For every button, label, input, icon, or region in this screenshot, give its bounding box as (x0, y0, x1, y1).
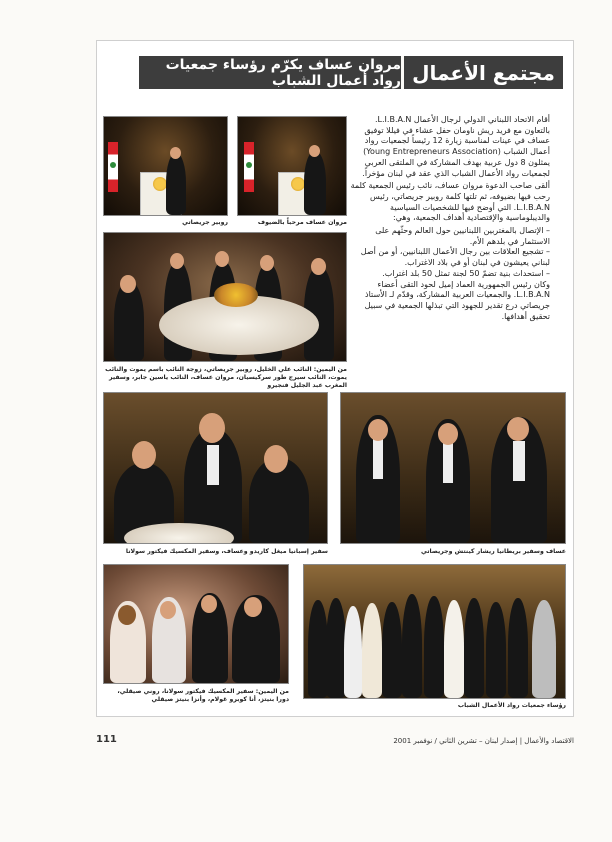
head (215, 251, 229, 267)
footer-text: الاقتصاد والأعمال | إصدار لبنان – تشرين الثاني / نوفمبر 2001 (393, 737, 574, 745)
page-number: 111 (96, 734, 117, 745)
photo-ambassadors-talk (103, 392, 328, 544)
group-member (326, 598, 346, 698)
head (438, 423, 458, 445)
article-paragraph-3: وكان رئيس الجمهورية العماد إميل لحود التقى أعضاء L.I.B.A.N. والجمعيات العربية المشاركة، وقدّم لـ الأستاذ جريصاتي درع تقدير للجهود التي تبذلها الجمعية في سبيل تحقيق أهدافها. (364, 279, 550, 321)
head (199, 413, 225, 443)
caption-1: روبير جريصاتي (182, 219, 228, 226)
speaker-figure (304, 151, 326, 215)
group-member (402, 594, 422, 698)
liban-logo-icon (153, 177, 167, 191)
flower-centerpiece (214, 283, 258, 307)
page-header (139, 56, 563, 89)
liban-logo-icon (291, 177, 305, 191)
head (160, 601, 176, 619)
shirt (443, 443, 453, 483)
photo-group-entrepreneurs (303, 564, 566, 699)
group-member (532, 600, 556, 698)
head (132, 441, 156, 469)
head (201, 595, 217, 613)
caption-7: رؤساء جمعيات رواد الأعمال الشباب (457, 702, 566, 709)
speaker-figure (166, 153, 186, 215)
group-member (486, 602, 506, 698)
article-paragraph-1: أقام الاتحاد اللبناني الدولي لرجال الأعمال L.I.B.A.N. بالتعاون مع فريد ريش ناومان حفل عشاء في فيللا توفيق عساف في عينات لمناسبة زيارة 12 رئيساً لجمعيات رواد أعمال الشباب (Young Entrepreneurs Association) يمثلون 8 دول عربية بهدف المشاركة في الملتقى العربي لجمعيات رواد الأعمال الشباب الذي عقد في لبنان مؤخراً. (362, 115, 550, 178)
photo-speaker-podium-2 (237, 116, 347, 216)
shirt (373, 439, 383, 479)
caption-4: سفير إسبانيا ميغل كاريدو وعساف، وسفير المكسيك فيكتور سولانا (125, 548, 328, 555)
head (260, 255, 274, 271)
head (244, 597, 262, 617)
photo-mexican-ambassador (103, 564, 289, 684)
head (264, 445, 288, 473)
caption-2: مروان عساف مرحباً بالضيوف (257, 219, 347, 226)
head (170, 253, 184, 269)
group-member (344, 606, 362, 698)
photo-dinner-table (103, 232, 347, 362)
goal-item: – استحداث بنية تضمّ 50 لجنة تمثل 50 بلد اغتراب. (382, 268, 550, 278)
photo-speaker-podium-1 (103, 116, 228, 216)
article-paragraph-2: ألقى صاحب الدعوة مروان عساف، نائب رئيس الجمعية كلمة رحب فيها بضيوفه، ثم تلتها كلمة روبير جريصاتي، رئيس L.I.B.A.N. التي أوضح فيها للشخصيات السياسية والديبلوماسية والإقتصادية أهداف الجمعية، وهي: (350, 181, 550, 223)
caption-6: من اليمين: سفير المكسيك فيكتور سولانا، روني صيقلي، دورا بنيتز، أنا كوبرو غولام، وأنزا بنيتز صيقلي (117, 688, 289, 703)
group-member (464, 598, 484, 698)
article-title: مروان عساف يكرّم رؤساء جمعيات رواد أعمال الشباب (139, 56, 401, 89)
goal-item: – الإتصال بالمغتربين اللبنانيين حول العالم وحثّهم على الاستثمار في بلدهم الأم. (375, 226, 550, 246)
head (507, 417, 529, 441)
photo-british-ambassador (340, 392, 566, 544)
head (368, 419, 388, 441)
group-member (508, 598, 528, 698)
shirt (207, 445, 219, 485)
head (309, 145, 320, 157)
group-member (444, 600, 464, 698)
guest-figure (114, 281, 144, 361)
goal-item: – تشجيع العلاقات بين رجال الأعمال اللبنانيين، أو من أصل لبناني يعيشون في لبنان أو في بلاد الاغتراب. (360, 247, 550, 268)
article-body (350, 115, 550, 324)
lebanese-flag-icon (108, 142, 118, 192)
caption-3: من اليمين: النائب علي الخليل، روبير جريصاتي، زوجة النائب باسم يموت والنائب يموت، النائب سيرج طور سركيسيان، مروان عساف، النائب ياسين جابر، وسفير المغرب عبد الجليل فنجيرو (105, 366, 347, 389)
caption-5: عساف وسفير بريطانيا ريشار كينتش وجريصاتي (420, 548, 566, 555)
head (311, 258, 326, 275)
lebanese-flag-icon (244, 142, 254, 192)
group-member (382, 602, 402, 698)
head (118, 605, 136, 625)
goals-list (350, 226, 550, 280)
group-member (362, 603, 382, 698)
head (170, 147, 181, 159)
group-member (424, 596, 444, 698)
head (120, 275, 136, 293)
group-member (308, 600, 328, 698)
section-title: مجتمع الأعمال (401, 56, 563, 89)
shirt (513, 441, 525, 481)
